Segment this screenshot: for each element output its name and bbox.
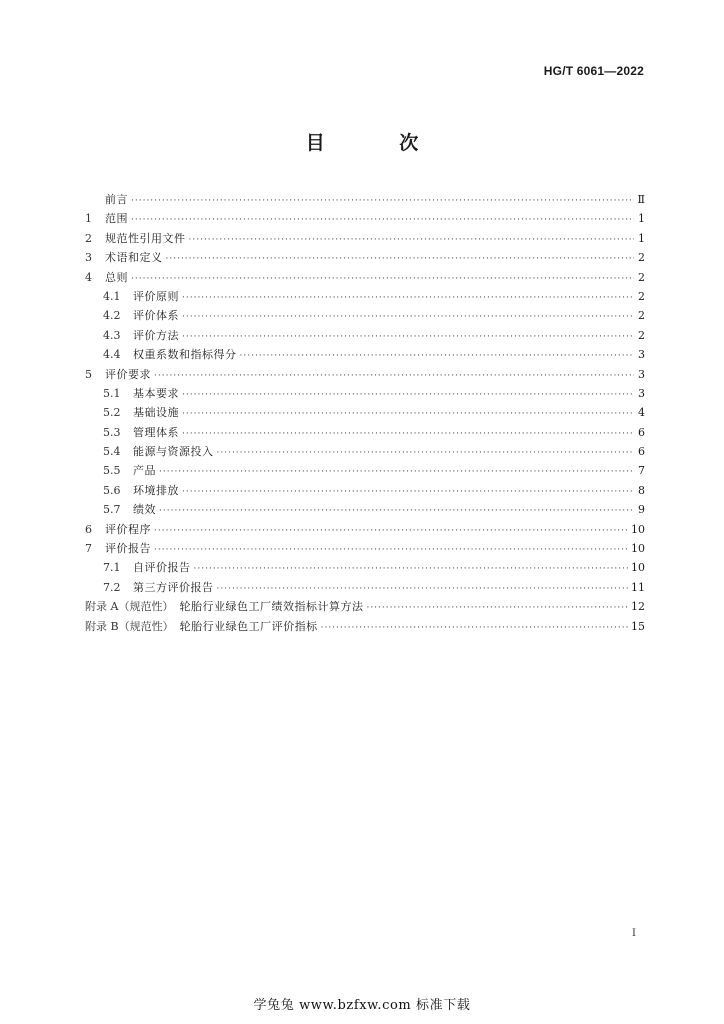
toc-entry-page: 12 [631,600,645,614]
toc-entry-number: 5.7 [103,503,121,517]
toc-entry-label: 评价要求 [105,367,151,381]
toc-entry-number: 1 [85,212,92,226]
toc-entry[interactable] [85,268,645,287]
toc-entry[interactable] [85,597,645,616]
toc-entry-page: 6 [638,445,645,459]
toc-entry-label: 基本要求 [133,386,179,400]
toc-entry-page: 15 [631,619,645,633]
toc-entry-label: 规范性引用文件 [105,231,186,245]
toc-entry-number: 4.1 [103,289,121,303]
toc-entry-page: 9 [638,503,645,517]
toc-entry[interactable] [85,287,645,306]
toc-entry-number: 7 [85,542,92,556]
toc-entry[interactable] [85,248,645,267]
toc-entry[interactable] [85,306,645,325]
toc-entry-label: 自评价报告 [133,561,191,575]
toc-leader-dots [131,211,634,230]
toc-entry-number: 附录 A（规范性） [85,600,174,614]
toc-leader-dots [182,425,634,444]
toc-entry-number: 4.4 [103,348,121,362]
toc-entry-number: 附录 B（规范性） [85,619,174,633]
toc-entry-number: 5.2 [103,406,121,420]
toc-entry-label: 评价原则 [133,289,179,303]
toc-entry-page: 3 [638,367,645,381]
toc-entry-label: 绩效 [133,503,156,517]
toc-entry-label: 能源与资源投入 [133,445,214,459]
toc-entry-label: 产品 [133,464,156,478]
toc-leader-dots [182,308,634,327]
toc-entry-number: 7.2 [103,580,121,594]
page-title: 目 次 [305,132,453,154]
toc-entry[interactable] [85,384,645,403]
toc-entry-label: 评价程序 [105,522,151,536]
toc-entry-page: 4 [638,406,645,420]
toc-entry[interactable] [85,500,645,519]
toc-entry-number: 6 [85,522,92,536]
toc-leader-dots [159,463,634,482]
toc-entry-number: 5.5 [103,464,121,478]
toc-entry-label: 评价方法 [133,328,179,342]
toc-entry-page: 2 [638,309,645,323]
toc-entry-number: 3 [85,251,92,265]
toc-entry-number: 4 [85,270,92,284]
toc-leader-dots [321,619,628,638]
toc-leader-dots [166,250,635,269]
toc-entry-page: 2 [638,289,645,303]
toc-entry-number: 7.1 [103,561,121,575]
toc-entry[interactable] [85,345,645,364]
toc-entry-number: 4.3 [103,328,121,342]
toc-entry[interactable] [85,520,645,539]
toc-entry[interactable] [85,229,645,248]
toc-entry-number: 5.6 [103,483,121,497]
toc-entry-label: 第三方评价报告 [133,580,214,594]
toc-entry[interactable] [85,558,645,577]
toc-entry-page: 10 [631,522,645,536]
toc-entry[interactable] [85,461,645,480]
toc-leader-dots [182,289,634,308]
toc-entry-page: 3 [638,348,645,362]
toc-entry-page: 10 [631,561,645,575]
table-of-contents [85,190,645,636]
toc-leader-dots [366,599,628,618]
toc-entry-page: Ⅱ [637,193,645,206]
toc-entry-label: 总则 [105,270,128,284]
toc-entry[interactable] [85,209,645,228]
toc-leader-dots [182,405,634,424]
toc-entry-number: 5 [85,367,92,381]
toc-entry-label: 术语和定义 [105,251,163,265]
toc-leader-dots [194,560,629,579]
toc-entry-label: 轮胎行业绿色工厂评价指标 [179,619,318,633]
toc-entry-label: 前言 [105,193,128,206]
page-number: Ⅰ [632,928,636,939]
toc-entry-label: 管理体系 [133,425,179,439]
toc-entry-label: 评价报告 [105,542,151,556]
toc-entry[interactable] [85,539,645,558]
toc-leader-dots [189,231,635,250]
toc-entry[interactable] [85,481,645,500]
toc-leader-dots [240,347,635,366]
toc-leader-dots [182,386,634,405]
toc-entry[interactable] [85,423,645,442]
toc-entry-page: 2 [638,270,645,284]
toc-entry[interactable] [85,190,645,209]
toc-leader-dots [182,483,634,502]
toc-entry-number: 5.4 [103,445,121,459]
toc-entry-number: 2 [85,231,92,245]
toc-entry-label: 范围 [105,212,128,226]
standard-code: HG/T 6061—2022 [543,64,644,78]
toc-entry[interactable] [85,326,645,345]
toc-entry-number: 5.1 [103,386,121,400]
toc-entry[interactable] [85,403,645,422]
toc-leader-dots [182,328,634,347]
toc-entry-page: 3 [638,386,645,400]
toc-entry-page: 2 [638,328,645,342]
toc-entry-label: 评价体系 [133,309,179,323]
toc-entry-page: 6 [638,425,645,439]
toc-leader-dots [154,522,628,541]
toc-entry[interactable] [85,365,645,384]
toc-entry-page: 1 [638,212,645,226]
toc-entry-label: 基础设施 [133,406,179,420]
toc-entry-number: 5.3 [103,425,121,439]
toc-entry-page: 8 [638,483,645,497]
toc-entry-page: 10 [631,542,645,556]
toc-entry-page: 11 [631,580,645,594]
toc-leader-dots [159,502,634,521]
toc-entry-page: 1 [638,231,645,245]
toc-entry-label: 权重系数和指标得分 [133,348,237,362]
toc-entry-label: 环境排放 [133,483,179,497]
toc-entry-label: 轮胎行业绿色工厂绩效指标计算方法 [179,600,364,614]
toc-entry[interactable] [85,617,645,636]
toc-entry[interactable] [85,578,645,597]
toc-leader-dots [154,367,634,386]
toc-leader-dots [217,444,635,463]
toc-leader-dots [131,192,634,211]
footer-watermark: 学兔兔 www.bzfxw.com 标准下载 [253,998,471,1013]
toc-entry[interactable] [85,442,645,461]
toc-entry-page: 7 [638,464,645,478]
toc-leader-dots [154,541,628,560]
toc-entry-number: 4.2 [103,309,121,323]
toc-leader-dots [131,270,634,289]
toc-entry-page: 2 [638,251,645,265]
